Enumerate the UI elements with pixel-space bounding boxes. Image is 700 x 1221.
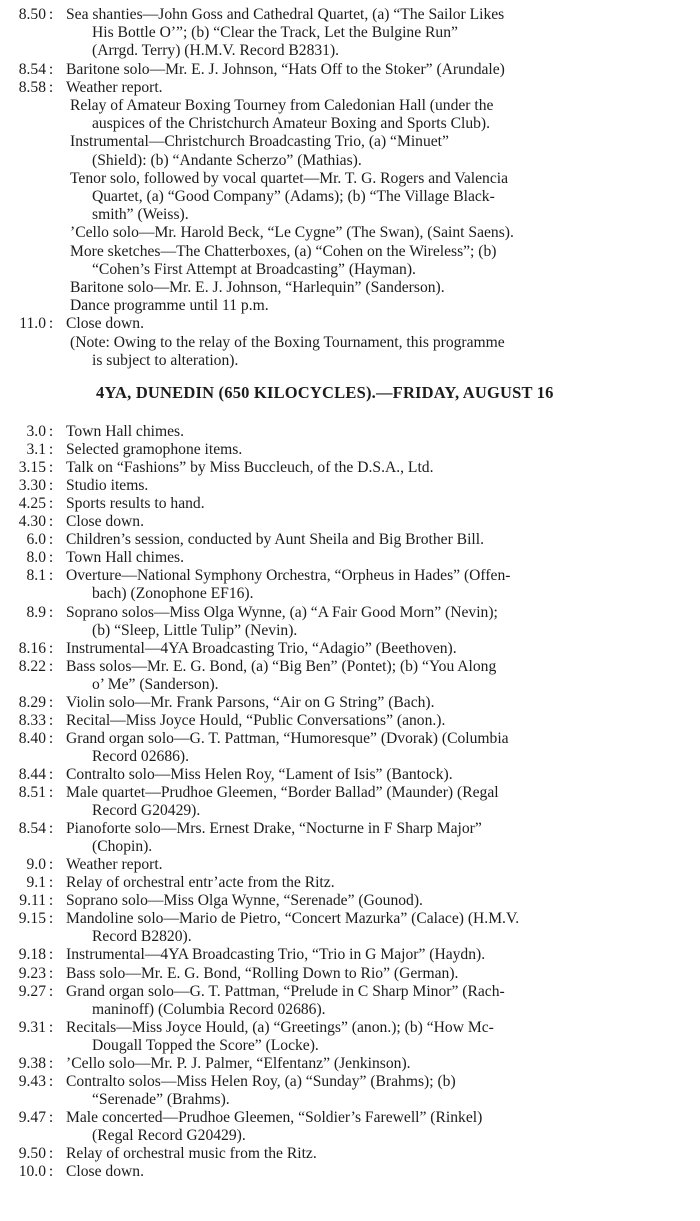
time-colon: : (48, 964, 54, 982)
time-colon: : (48, 729, 54, 747)
entry-text: Record B2820). (92, 928, 192, 946)
time-colon: : (48, 1145, 54, 1162)
time-label (0, 513, 64, 531)
time-value: 8.54 (18, 820, 46, 838)
time-colon: : (48, 657, 54, 675)
time-value: 8.33 (18, 711, 46, 729)
entry-text: More sketches—The Chatterboxes, (a) “Cohen on the Wireless”; (b) (70, 242, 497, 260)
time-value: 3.15 (18, 459, 46, 477)
time-value: 8.29 (18, 693, 46, 711)
entry-text: Close down. (66, 315, 144, 333)
time-colon: : (48, 1072, 54, 1090)
entry-text: Recital—Miss Joyce Hould, “Public Conversations” (anon.). (66, 711, 446, 729)
time-label (0, 61, 64, 79)
schedule-entry-continuation (0, 748, 700, 766)
entry-text: bach) (Zonophone EF16). (92, 585, 254, 603)
time-value: 8.16 (18, 639, 46, 657)
relay-line (0, 133, 700, 151)
time-colon: : (48, 1054, 54, 1072)
schedule-entry (0, 1055, 700, 1073)
time-value: 10.0 (18, 1163, 46, 1181)
time-label (0, 874, 64, 892)
schedule-entry (0, 1145, 700, 1163)
entry-text: auspices of the Christchurch Amateur Boxing and Sports Club). (92, 115, 491, 133)
time-label (0, 459, 64, 477)
time-colon: : (48, 982, 54, 1000)
time-value: 9.43 (18, 1072, 46, 1090)
relay-line (0, 152, 700, 170)
entry-text: Grand organ solo—G. T. Pattman, “Prelude in C Sharp Minor” (Rach- (66, 982, 505, 1000)
entry-text: is subject to alteration). (92, 351, 239, 369)
entry-text: Dance programme until 11 p.m. (70, 297, 269, 315)
time-colon: : (48, 784, 54, 801)
schedule-entry-continuation (0, 802, 700, 820)
entry-text: Close down. (66, 513, 144, 531)
note-line (0, 352, 700, 370)
schedule-entry (0, 1073, 700, 1091)
time-value: 8.58 (18, 78, 46, 96)
entry-text: “Serenade” (Brahms). (92, 1090, 230, 1108)
entry-text: maninoff) (Columbia Record 02686). (92, 1000, 326, 1018)
time-value: 3.0 (26, 423, 46, 440)
schedule-entry (0, 459, 700, 477)
schedule-entry-continuation (0, 1037, 700, 1055)
entry-text: Grand organ solo—G. T. Pattman, “Humoresque” (Dvorak) (Columbia (66, 729, 509, 747)
entry-text: Relay of Amateur Boxing Tourney from Caledonian Hall (under the (70, 97, 494, 114)
entry-text: Town Hall chimes. (66, 549, 185, 567)
schedule-entry (0, 1019, 700, 1037)
entry-text: Contralto solos—Miss Helen Roy, (a) “Sunday” (Brahms); (b) (66, 1072, 456, 1090)
time-label (0, 946, 64, 964)
time-value: 3.1 (26, 441, 46, 459)
time-value: 8.50 (18, 6, 46, 23)
time-value: 9.38 (18, 1054, 46, 1072)
entry-text: Instrumental—4YA Broadcasting Trio, “Trio in G Major” (Haydn). (66, 946, 486, 964)
time-value: 9.11 (19, 892, 46, 910)
time-value: 8.40 (18, 729, 46, 747)
entry-text: Baritone solo—Mr. E. J. Johnson, “Harlequin” (Sanderson). (70, 279, 445, 296)
entry-text: Studio items. (66, 477, 149, 495)
schedule-entry (0, 441, 700, 459)
entry-text: ’Cello solo—Mr. Harold Beck, “Le Cygne” (The Swan), (Saint Saens). (70, 224, 514, 242)
time-label (0, 79, 64, 97)
relay-line (0, 279, 700, 297)
entry-text: Weather report. (66, 78, 163, 96)
entry-text: Baritone solo—Mr. E. J. Johnson, “Hats Off to the Stoker” (Arundale) (66, 60, 505, 78)
entry-text: Weather report. (66, 856, 163, 874)
time-value: 3.30 (18, 477, 46, 495)
time-colon: : (48, 910, 54, 928)
time-colon: : (48, 6, 54, 23)
schedule-entry (0, 495, 700, 513)
entry-text: Recitals—Miss Joyce Hould, (a) “Greetings” (anon.); (b) “How Mc- (66, 1018, 494, 1036)
time-label (0, 892, 64, 910)
entry-text: Bass solo—Mr. E. G. Bond, “Rolling Down to Rio” (German). (66, 964, 459, 982)
schedule-entry (0, 423, 700, 441)
time-label (0, 1073, 64, 1091)
time-colon: : (48, 549, 54, 567)
schedule-entry (0, 874, 700, 892)
relay-line (0, 297, 700, 315)
time-value: 9.31 (18, 1018, 46, 1036)
time-label (0, 423, 64, 441)
time-label (0, 856, 64, 874)
entry-text: Relay of orchestral entr’acte from the Ritz. (66, 874, 335, 892)
entry-text: Instrumental—Christchurch Broadcasting Trio, (a) “Minuet” (70, 133, 449, 151)
time-colon: : (48, 1108, 54, 1126)
schedule-entry (0, 910, 700, 928)
time-colon: : (48, 315, 54, 333)
schedule-entry (0, 531, 700, 549)
time-value: 8.44 (18, 765, 46, 783)
time-colon: : (48, 711, 54, 729)
time-label (0, 766, 64, 784)
schedule-entry (0, 61, 700, 79)
note-line (0, 334, 700, 352)
schedule-entry (0, 315, 700, 333)
entry-text: Record G20429). (92, 802, 201, 820)
time-value: 8.51 (18, 784, 46, 801)
relay-line (0, 188, 700, 206)
schedule-entry (0, 856, 700, 874)
time-value: 8.0 (26, 549, 46, 567)
schedule-entry-continuation (0, 1127, 700, 1145)
time-label (0, 1055, 64, 1073)
time-colon: : (48, 946, 54, 964)
time-value: 9.47 (18, 1108, 46, 1126)
schedule-entry-continuation (0, 676, 700, 694)
schedule-entry (0, 766, 700, 784)
schedule-entry-continuation (0, 1091, 700, 1109)
time-label (0, 567, 64, 585)
time-label (0, 730, 64, 748)
time-colon: : (48, 477, 54, 495)
time-value: 8.54 (18, 60, 46, 78)
entry-text: Sea shanties—John Goss and Cathedral Quartet, (a) “The Sailor Likes (66, 6, 505, 23)
schedule-entry (0, 549, 700, 567)
time-label (0, 549, 64, 567)
time-value: 4.25 (18, 495, 46, 513)
time-value: 9.27 (18, 982, 46, 1000)
relay-line (0, 170, 700, 188)
time-label (0, 477, 64, 495)
schedule-entry-continuation (0, 1001, 700, 1019)
time-colon: : (48, 892, 54, 910)
entry-text: Children’s session, conducted by Aunt Sheila and Big Brother Bill. (66, 531, 484, 549)
time-value: 11.0 (19, 315, 46, 333)
time-label (0, 694, 64, 712)
time-label (0, 820, 64, 838)
time-label (0, 910, 64, 928)
schedule-entry (0, 604, 700, 622)
schedule-entry (0, 983, 700, 1001)
time-colon: : (48, 513, 54, 531)
schedule-entry (0, 477, 700, 495)
entry-text: Instrumental—4YA Broadcasting Trio, “Adagio” (Beethoven). (66, 639, 457, 657)
time-label (0, 315, 64, 333)
time-colon: : (48, 765, 54, 783)
time-label (0, 640, 64, 658)
time-colon: : (48, 78, 54, 96)
entry-text: (Chopin). (92, 838, 153, 856)
entry-text: Soprano solo—Miss Olga Wynne, “Serenade” (Gounod). (66, 892, 423, 910)
time-value: 9.1 (26, 874, 46, 892)
entry-text: Overture—National Symphony Orchestra, “Orpheus in Hades” (Offen- (66, 567, 511, 585)
time-label (0, 495, 64, 513)
entry-text: Record 02686). (92, 747, 190, 765)
entry-text: smith” (Weiss). (92, 206, 189, 224)
time-label (0, 712, 64, 730)
time-colon: : (48, 567, 54, 585)
entry-text: Dougall Topped the Score” (Locke). (92, 1036, 319, 1054)
schedule-entry (0, 567, 700, 585)
time-value: 8.22 (18, 657, 46, 675)
time-label (0, 1145, 64, 1163)
time-colon: : (48, 495, 54, 513)
entry-text: (Note: Owing to the relay of the Boxing Tournament, this programme (70, 333, 505, 351)
time-value: 8.9 (26, 603, 46, 621)
schedule-entry (0, 694, 700, 712)
time-label (0, 1163, 64, 1181)
time-colon: : (48, 603, 54, 621)
entry-text: Contralto solo—Miss Helen Roy, “Lament of Isis” (Bantock). (66, 765, 453, 783)
time-label (0, 784, 64, 802)
entry-text: Soprano solos—Miss Olga Wynne, (a) “A Fair Good Morn” (Nevin); (66, 603, 498, 621)
time-colon: : (48, 639, 54, 657)
entry-text: o’ Me” (Sanderson). (92, 675, 219, 693)
entry-text: Quartet, (a) “Good Company” (Adams); (b) “The Village Black- (92, 188, 495, 205)
entry-text: (Arrgd. Terry) (H.M.V. Record B2831). (92, 42, 340, 60)
entry-text: Bass solos—Mr. E. G. Bond, (a) “Big Ben” (Pontet); (b) “You Along (66, 657, 497, 675)
entry-text: Mandoline solo—Mario de Pietro, “Concert Mazurka” (Calace) (H.M.V. (66, 910, 520, 928)
entry-text: “Cohen’s First Attempt at Broadcasting” (Hayman). (92, 260, 416, 278)
entry-text: Town Hall chimes. (66, 423, 185, 440)
time-value: 4.30 (18, 513, 46, 531)
time-label (0, 965, 64, 983)
schedule-entry-continuation (0, 838, 700, 856)
entry-text: Sports results to hand. (66, 495, 205, 513)
time-value: 9.18 (18, 946, 46, 964)
time-value: 9.23 (18, 964, 46, 982)
entry-text: Selected gramophone items. (66, 441, 243, 459)
time-colon: : (48, 423, 54, 440)
entry-text: Tenor solo, followed by vocal quartet—Mr. T. G. Rogers and Valencia (70, 169, 509, 187)
entry-text: Close down. (66, 1163, 144, 1181)
relay-line (0, 115, 700, 133)
time-label (0, 1019, 64, 1037)
schedule-entry-continuation (0, 24, 700, 42)
schedule-entry (0, 6, 700, 24)
schedule-entry (0, 820, 700, 838)
time-label (0, 983, 64, 1001)
time-value: 8.1 (26, 567, 46, 585)
time-colon: : (48, 856, 54, 874)
schedule-entry (0, 946, 700, 964)
entry-text: Male quartet—Prudhoe Gleemen, “Border Ballad” (Maunder) (Regal (66, 784, 499, 801)
time-colon: : (48, 1018, 54, 1036)
relay-line (0, 224, 700, 242)
entry-text: ’Cello solo—Mr. P. J. Palmer, “Elfentanz” (Jenkinson). (66, 1054, 411, 1072)
time-label (0, 531, 64, 549)
schedule-entry-continuation (0, 42, 700, 60)
time-label (0, 1109, 64, 1127)
time-value: 9.15 (18, 910, 46, 928)
relay-line (0, 97, 700, 115)
time-colon: : (48, 1163, 54, 1181)
time-label (0, 441, 64, 459)
entry-text: (Shield): (b) “Andante Scherzo” (Mathias). (92, 151, 362, 169)
time-colon: : (48, 820, 54, 838)
schedule-entry (0, 1109, 700, 1127)
schedule-entry (0, 730, 700, 748)
section-heading: 4YA, DUNEDIN (650 KILOCYCLES).—FRIDAY, AUGUST 16 (96, 383, 554, 402)
time-value: 6.0 (26, 531, 46, 549)
schedule-entry (0, 965, 700, 983)
entry-text: Talk on “Fashions” by Miss Buccleuch, of the D.S.A., Ltd. (66, 459, 434, 477)
entry-text: Male concerted—Prudhoe Gleemen, “Soldier’s Farewell” (Rinkel) (66, 1108, 483, 1126)
entry-text: Pianoforte solo—Mrs. Ernest Drake, “Nocturne in F Sharp Major” (66, 820, 482, 838)
time-label (0, 658, 64, 676)
schedule-entry-continuation (0, 622, 700, 640)
time-label (0, 6, 64, 24)
time-colon: : (48, 693, 54, 711)
schedule-entry (0, 1163, 700, 1181)
time-colon: : (48, 441, 54, 459)
schedule-entry (0, 513, 700, 531)
schedule-entry-continuation (0, 928, 700, 946)
entry-text: Relay of orchestral music from the Ritz. (66, 1145, 317, 1162)
relay-line (0, 243, 700, 261)
entry-text: Violin solo—Mr. Frank Parsons, “Air on G String” (Bach). (66, 693, 435, 711)
schedule-entry (0, 784, 700, 802)
time-value: 9.0 (26, 856, 46, 874)
entry-text: (b) “Sleep, Little Tulip” (Nevin). (92, 621, 298, 639)
time-colon: : (48, 459, 54, 477)
time-value: 9.50 (18, 1145, 46, 1162)
relay-line (0, 206, 700, 224)
schedule-entry (0, 658, 700, 676)
relay-line (0, 261, 700, 279)
schedule-entry (0, 640, 700, 658)
schedule-entry (0, 712, 700, 730)
entry-text: (Regal Record G20429). (92, 1126, 246, 1144)
time-colon: : (48, 874, 54, 892)
schedule-entry (0, 79, 700, 97)
entry-text: His Bottle O’”; (b) “Clear the Track, Let the Bulgine Run” (92, 24, 458, 42)
time-colon: : (48, 531, 54, 549)
schedule-entry (0, 892, 700, 910)
schedule-entry-continuation (0, 585, 700, 603)
time-colon: : (48, 60, 54, 78)
time-label (0, 604, 64, 622)
